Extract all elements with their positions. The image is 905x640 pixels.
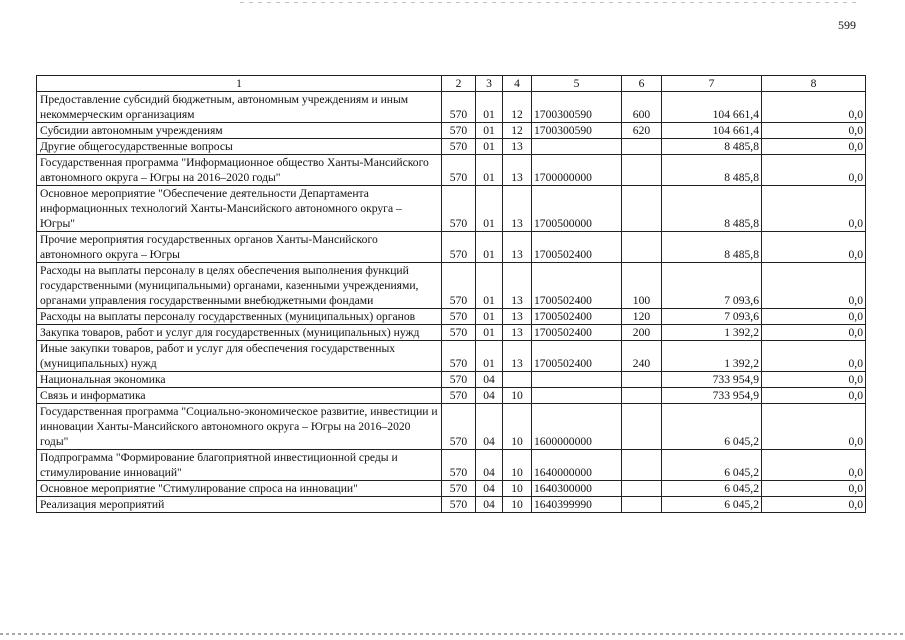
row-name-cell: Связь и информатика: [37, 388, 442, 404]
table-row: [37, 325, 866, 341]
table-row: [37, 388, 866, 404]
row-expense-type-cell: [622, 404, 662, 450]
row-expense-type-cell: [622, 139, 662, 155]
row-section-cell: 04: [476, 450, 503, 481]
row-section-cell: 01: [476, 309, 503, 325]
row-amount-cell: 104 661,4: [662, 123, 762, 139]
row-name-cell: Государственная программа "Социально-экономическое развитие, инвестиции и инновации Ханты-Мансийского автономного округа – Югры на 2016–2020 годы": [37, 404, 442, 450]
row-expense-type-cell: 240: [622, 341, 662, 372]
row-name-cell: Другие общегосударственные вопросы: [37, 139, 442, 155]
row-subsection-cell: 13: [503, 155, 532, 186]
row-section-cell: 01: [476, 139, 503, 155]
row-ministry-code-cell: 570: [442, 450, 476, 481]
page-number: 599: [838, 18, 856, 32]
row-subsection-cell: 13: [503, 341, 532, 372]
row-expense-type-cell: 100: [622, 263, 662, 309]
row-ministry-code-cell: 570: [442, 92, 476, 123]
header-cell-7: 7: [662, 76, 762, 92]
scan-artifact-bottom: [0, 633, 905, 635]
row-target-article-cell: 1700502400: [532, 341, 622, 372]
row-ministry-code-cell: 570: [442, 123, 476, 139]
row-subsection-cell: 13: [503, 263, 532, 309]
row-expense-type-cell: 120: [622, 309, 662, 325]
row-target-article-cell: 1700500000: [532, 186, 622, 232]
row-target-article-cell: 1700300590: [532, 92, 622, 123]
row-target-article-cell: 1700502400: [532, 309, 622, 325]
table-row: [37, 155, 866, 186]
table-row: [37, 92, 866, 123]
row-section-cell: 01: [476, 232, 503, 263]
row-amount-cell: 8 485,8: [662, 155, 762, 186]
row-amount-cell: 7 093,6: [662, 263, 762, 309]
row-ministry-code-cell: 570: [442, 232, 476, 263]
row-subsection-cell: [503, 372, 532, 388]
row-amount-cell: 8 485,8: [662, 186, 762, 232]
row-col8-cell: 0,0: [762, 450, 866, 481]
table-row: [37, 309, 866, 325]
row-subsection-cell: 13: [503, 232, 532, 263]
row-col8-cell: 0,0: [762, 404, 866, 450]
row-section-cell: 04: [476, 404, 503, 450]
row-ministry-code-cell: 570: [442, 139, 476, 155]
table-body: [37, 92, 866, 513]
row-name-cell: Иные закупки товаров, работ и услуг для обеспечения государственных (муниципальных) нужд: [37, 341, 442, 372]
row-name-cell: Государственная программа "Информационное общество Ханты-Мансийского автономного округа – Югры на 2016–2020 годы": [37, 155, 442, 186]
row-expense-type-cell: [622, 450, 662, 481]
row-target-article-cell: 1700502400: [532, 325, 622, 341]
header-cell-4: 4: [503, 76, 532, 92]
row-ministry-code-cell: 570: [442, 497, 476, 513]
header-row: [37, 76, 866, 92]
row-expense-type-cell: [622, 155, 662, 186]
row-ministry-code-cell: 570: [442, 388, 476, 404]
row-name-cell: Национальная экономика: [37, 372, 442, 388]
row-expense-type-cell: 620: [622, 123, 662, 139]
row-section-cell: 01: [476, 155, 503, 186]
row-col8-cell: 0,0: [762, 372, 866, 388]
table-row: [37, 372, 866, 388]
header-cell-6: 6: [622, 76, 662, 92]
row-target-article-cell: 1640300000: [532, 481, 622, 497]
row-amount-cell: 1 392,2: [662, 325, 762, 341]
row-col8-cell: 0,0: [762, 155, 866, 186]
row-name-cell: Подпрограмма "Формирование благоприятной инвестиционной среды и стимулирование инноваций": [37, 450, 442, 481]
row-amount-cell: 1 392,2: [662, 341, 762, 372]
row-name-cell: Расходы на выплаты персоналу государственных (муниципальных) органов: [37, 309, 442, 325]
row-amount-cell: 6 045,2: [662, 404, 762, 450]
row-amount-cell: 6 045,2: [662, 481, 762, 497]
row-col8-cell: 0,0: [762, 309, 866, 325]
row-section-cell: 01: [476, 92, 503, 123]
table-header: [37, 76, 866, 92]
row-ministry-code-cell: 570: [442, 372, 476, 388]
header-cell-3: 3: [476, 76, 503, 92]
row-name-cell: Прочие мероприятия государственных органов Ханты-Мансийского автономного округа – Югры: [37, 232, 442, 263]
row-col8-cell: 0,0: [762, 139, 866, 155]
row-subsection-cell: 13: [503, 309, 532, 325]
row-subsection-cell: 10: [503, 497, 532, 513]
row-subsection-cell: 10: [503, 388, 532, 404]
row-section-cell: 04: [476, 372, 503, 388]
row-expense-type-cell: [622, 186, 662, 232]
row-amount-cell: 6 045,2: [662, 497, 762, 513]
row-name-cell: Субсидии автономным учреждениям: [37, 123, 442, 139]
row-amount-cell: 733 954,9: [662, 388, 762, 404]
row-expense-type-cell: [622, 481, 662, 497]
row-ministry-code-cell: 570: [442, 404, 476, 450]
row-section-cell: 04: [476, 388, 503, 404]
row-ministry-code-cell: 570: [442, 325, 476, 341]
row-amount-cell: 8 485,8: [662, 232, 762, 263]
row-subsection-cell: 10: [503, 404, 532, 450]
table-row: [37, 481, 866, 497]
row-name-cell: Основное мероприятие "Стимулирование спроса на инновации": [37, 481, 442, 497]
row-target-article-cell: [532, 388, 622, 404]
row-col8-cell: 0,0: [762, 341, 866, 372]
row-subsection-cell: 13: [503, 186, 532, 232]
row-ministry-code-cell: 570: [442, 263, 476, 309]
row-name-cell: Закупка товаров, работ и услуг для государственных (муниципальных) нужд: [37, 325, 442, 341]
header-cell-5: 5: [532, 76, 622, 92]
table-row: [37, 263, 866, 309]
row-ministry-code-cell: 570: [442, 341, 476, 372]
row-col8-cell: 0,0: [762, 186, 866, 232]
row-section-cell: 01: [476, 186, 503, 232]
row-target-article-cell: 1700502400: [532, 232, 622, 263]
row-section-cell: 04: [476, 481, 503, 497]
row-section-cell: 01: [476, 123, 503, 139]
row-amount-cell: 733 954,9: [662, 372, 762, 388]
row-amount-cell: 104 661,4: [662, 92, 762, 123]
row-expense-type-cell: 200: [622, 325, 662, 341]
table-row: [37, 139, 866, 155]
table-row: [37, 186, 866, 232]
row-amount-cell: 6 045,2: [662, 450, 762, 481]
row-target-article-cell: [532, 139, 622, 155]
row-col8-cell: 0,0: [762, 481, 866, 497]
row-col8-cell: 0,0: [762, 263, 866, 309]
table-row: [37, 497, 866, 513]
row-name-cell: Основное мероприятие "Обеспечение деятельности Департамента информационных технологий Ханты-Мансийского автономного округа – Югры": [37, 186, 442, 232]
row-subsection-cell: 10: [503, 450, 532, 481]
table-row: [37, 341, 866, 372]
row-ministry-code-cell: 570: [442, 309, 476, 325]
row-subsection-cell: 10: [503, 481, 532, 497]
row-target-article-cell: 1640399990: [532, 497, 622, 513]
row-expense-type-cell: 600: [622, 92, 662, 123]
row-target-article-cell: 1700000000: [532, 155, 622, 186]
header-cell-8: 8: [762, 76, 866, 92]
row-target-article-cell: 1600000000: [532, 404, 622, 450]
row-expense-type-cell: [622, 372, 662, 388]
row-name-cell: Реализация мероприятий: [37, 497, 442, 513]
row-col8-cell: 0,0: [762, 497, 866, 513]
table-row: [37, 450, 866, 481]
row-expense-type-cell: [622, 232, 662, 263]
row-col8-cell: 0,0: [762, 92, 866, 123]
row-target-article-cell: 1700300590: [532, 123, 622, 139]
row-ministry-code-cell: 570: [442, 186, 476, 232]
row-amount-cell: 8 485,8: [662, 139, 762, 155]
row-target-article-cell: 1640000000: [532, 450, 622, 481]
row-ministry-code-cell: 570: [442, 155, 476, 186]
row-name-cell: Предоставление субсидий бюджетным, автономным учреждениям и иным некоммерческим организациям: [37, 92, 442, 123]
scan-artifact-top: [240, 2, 860, 3]
table-row: [37, 123, 866, 139]
row-subsection-cell: 12: [503, 123, 532, 139]
row-section-cell: 01: [476, 263, 503, 309]
row-col8-cell: 0,0: [762, 123, 866, 139]
row-col8-cell: 0,0: [762, 325, 866, 341]
row-section-cell: 01: [476, 341, 503, 372]
row-name-cell: Расходы на выплаты персоналу в целях обеспечения выполнения функций государственными (муниципальными) органами, казенными учреждениями, органами управления государственными внебюджетными фондами: [37, 263, 442, 309]
table-row: [37, 404, 866, 450]
budget-table: [36, 75, 866, 513]
budget-table-container: [36, 75, 866, 513]
row-expense-type-cell: [622, 497, 662, 513]
row-subsection-cell: 12: [503, 92, 532, 123]
row-subsection-cell: 13: [503, 325, 532, 341]
row-section-cell: 01: [476, 325, 503, 341]
row-amount-cell: 7 093,6: [662, 309, 762, 325]
row-target-article-cell: 1700502400: [532, 263, 622, 309]
header-cell-1: 1: [37, 76, 442, 92]
header-cell-2: 2: [442, 76, 476, 92]
row-col8-cell: 0,0: [762, 232, 866, 263]
row-col8-cell: 0,0: [762, 388, 866, 404]
row-ministry-code-cell: 570: [442, 481, 476, 497]
row-expense-type-cell: [622, 388, 662, 404]
row-subsection-cell: 13: [503, 139, 532, 155]
row-target-article-cell: [532, 372, 622, 388]
table-row: [37, 232, 866, 263]
row-section-cell: 04: [476, 497, 503, 513]
